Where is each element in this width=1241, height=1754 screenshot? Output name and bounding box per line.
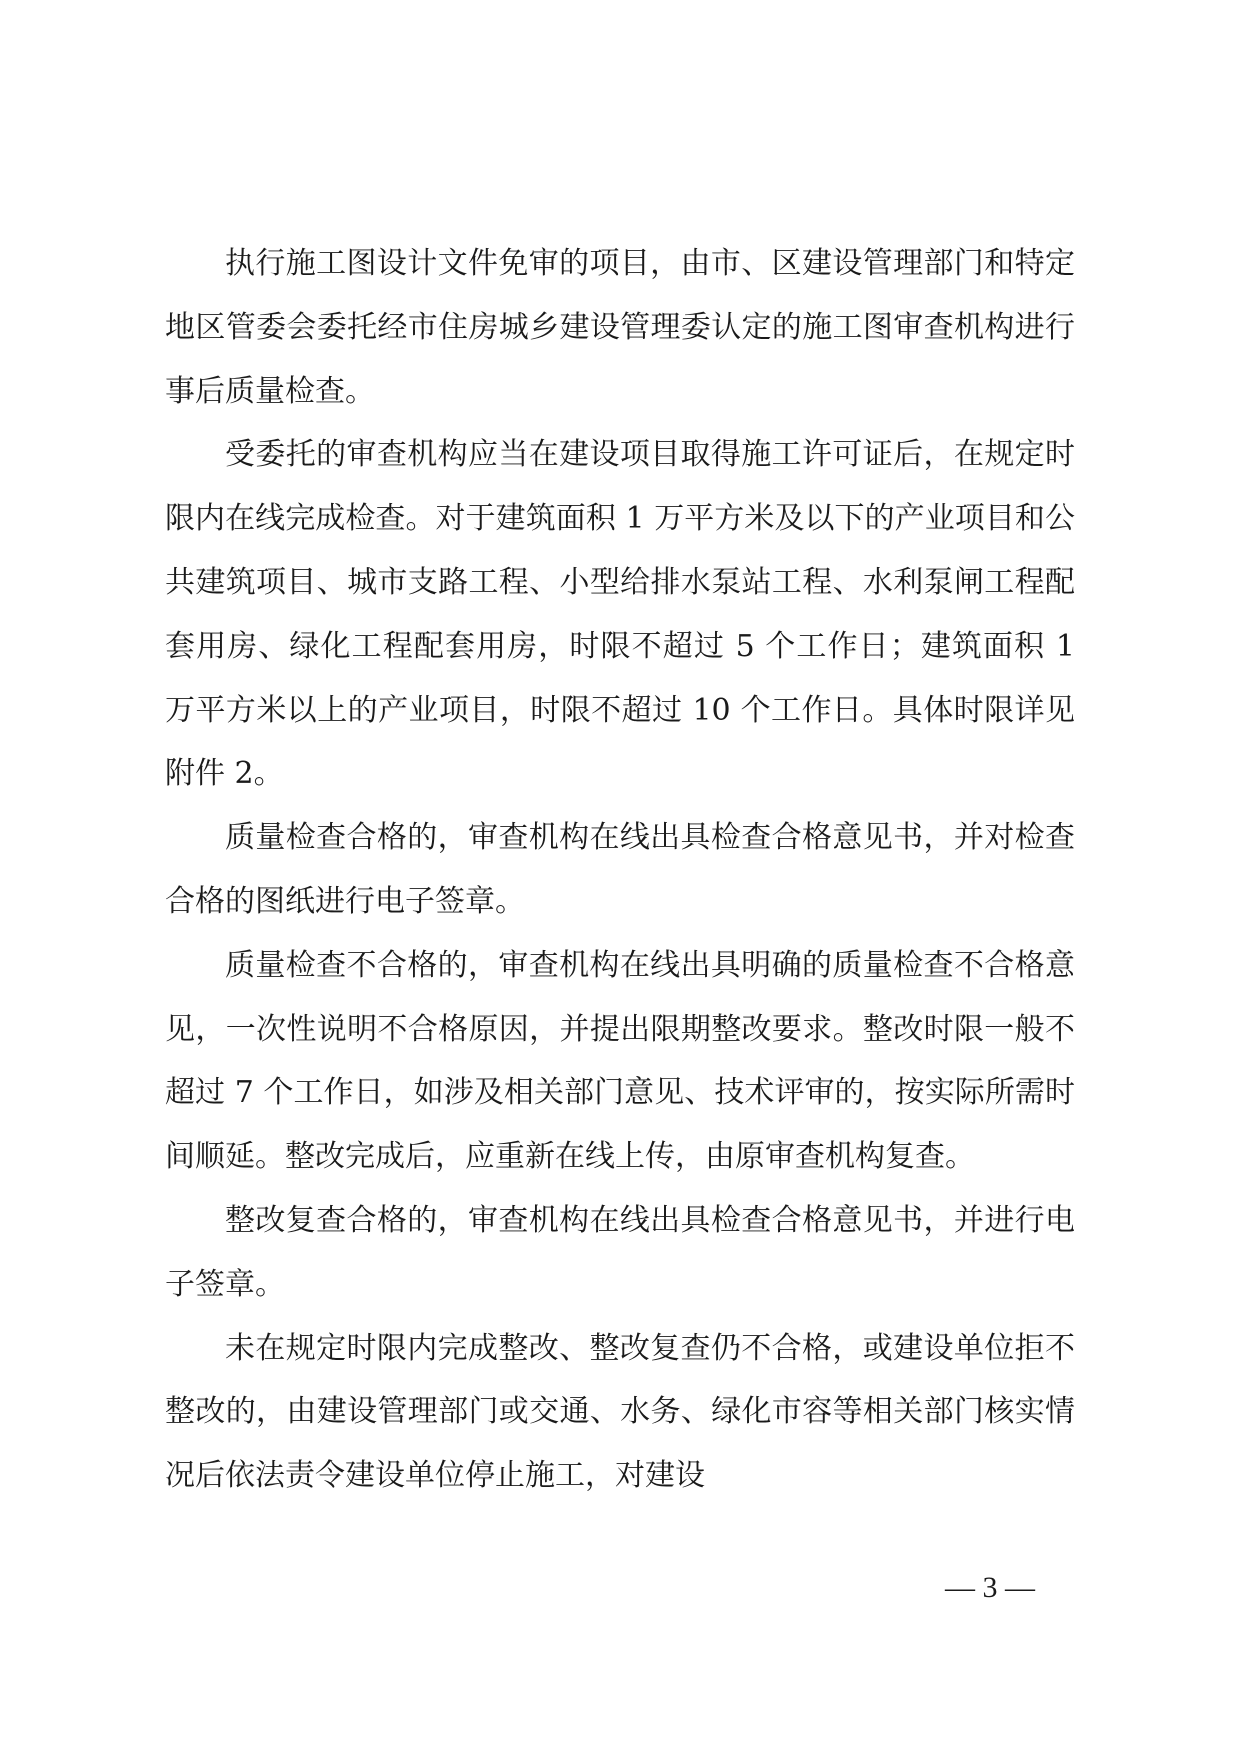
document-body	[165, 232, 1075, 1508]
paragraph-inspection-failed: 质量检查不合格的，审查机构在线出具明确的质量检查不合格意见，一次性说明不合格原因，并提出限期整改要求。整改时限一般不超过 7 个工作日，如涉及相关部门意见、技术评审的，按实际所需时间顺延。整改完成后，应重新在线上传，由原审查机构复查。	[165, 947, 1075, 1175]
page-number: — 3 —	[945, 1571, 1035, 1604]
paragraph-enforcement: 未在规定时限内完成整改、整改复查仍不合格，或建设单位拒不整改的，由建设管理部门或交通、水务、绿化市容等相关部门核实情况后依法责令建设单位停止施工，对建设	[165, 1330, 1075, 1494]
paragraph-inspection-time-limits: 受委托的审查机构应当在建设项目取得施工许可证后，在规定时限内在线完成检查。对于建筑面积 1 万平方米及以下的产业项目和公共建筑项目、城市支路工程、小型给排水泵站工程、水利泵闸工程配套用房、绿化工程配套用房，时限不超过 5 个工作日；建筑面积 1 万平方米以上的产业项目，时限不超过 10 个工作日。具体时限详见附件 2。	[165, 437, 1075, 792]
paragraph-exemption-review: 执行施工图设计文件免审的项目，由市、区建设管理部门和特定地区管委会委托经市住房城乡建设管理委认定的施工图审查机构进行事后质量检查。	[165, 246, 1075, 409]
paragraph-recheck-passed: 整改复查合格的，审查机构在线出具检查合格意见书，并进行电子签章。	[165, 1202, 1075, 1302]
paragraph-inspection-passed: 质量检查合格的，审查机构在线出具检查合格意见书，并对检查合格的图纸进行电子签章。	[165, 820, 1075, 919]
